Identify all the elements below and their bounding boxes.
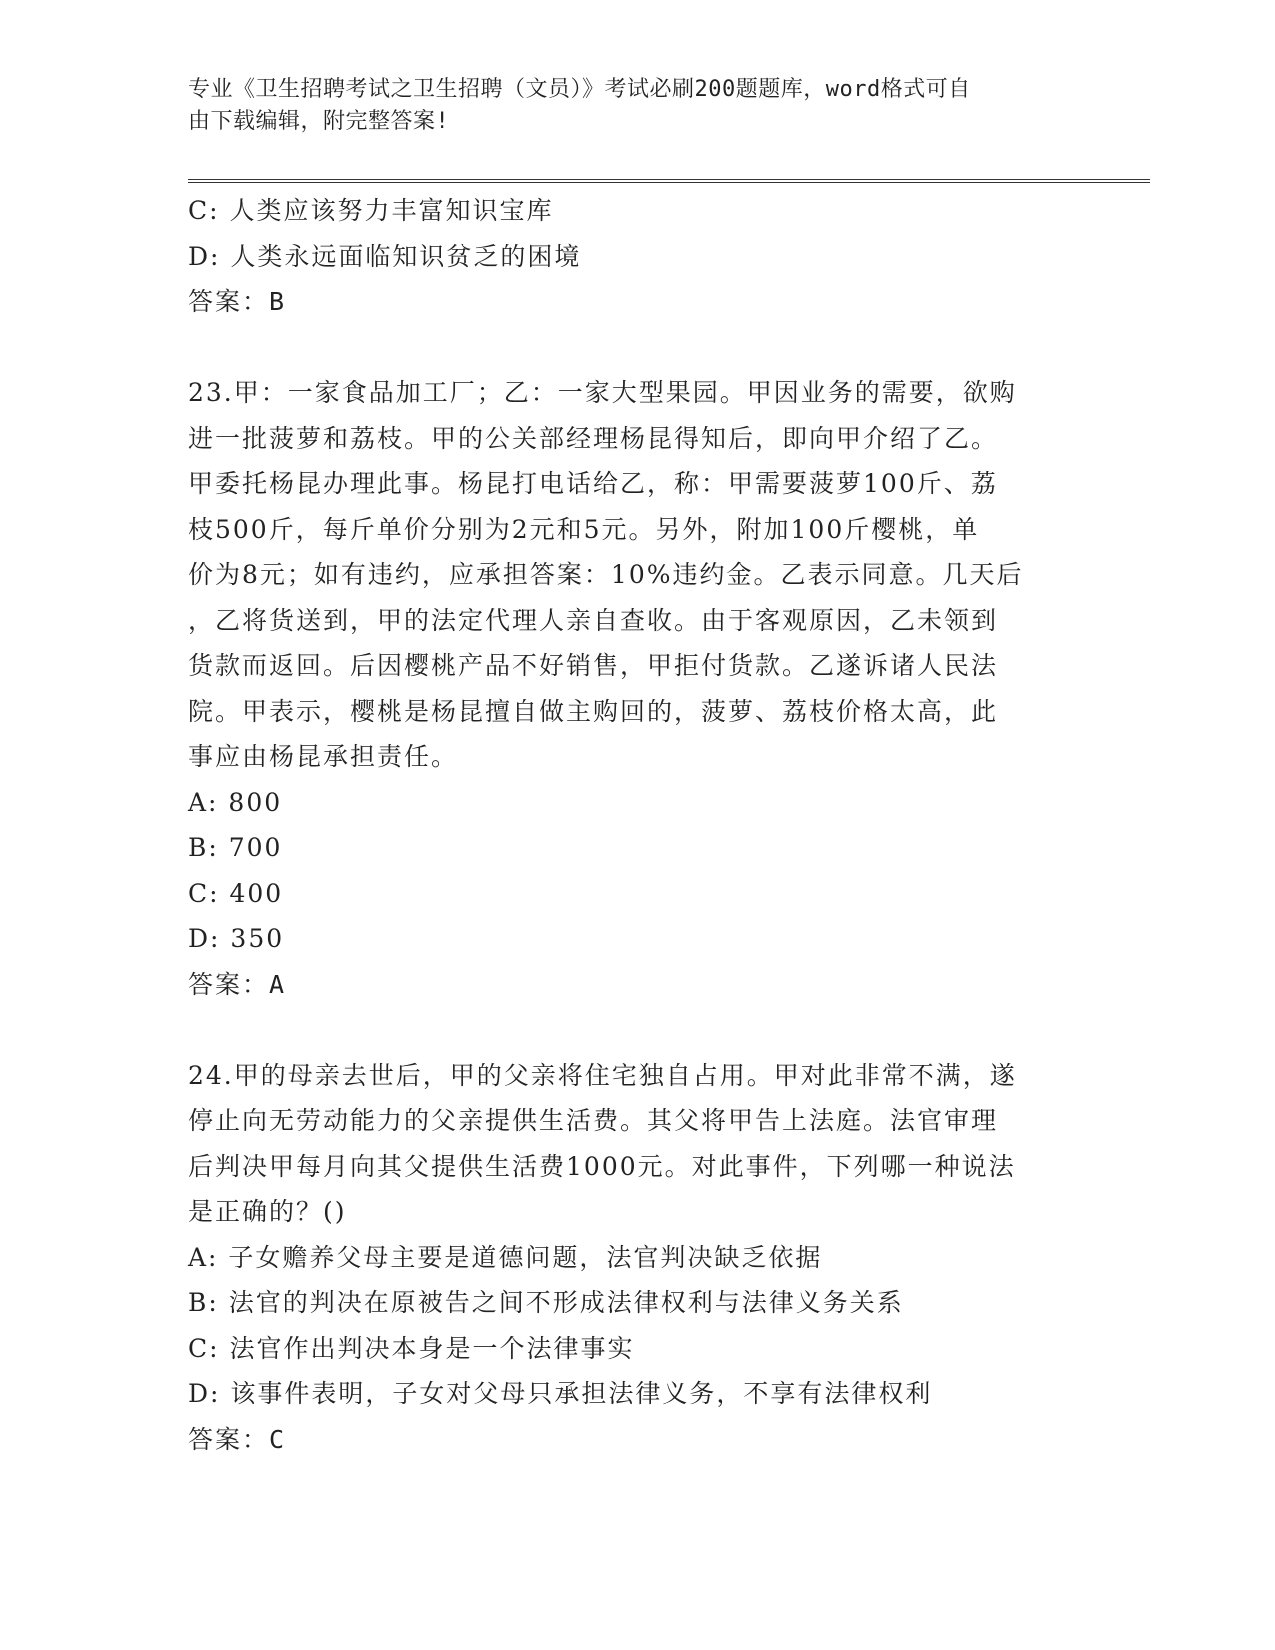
document-header bbox=[188, 74, 1068, 138]
option-d: D: 350 bbox=[188, 924, 285, 953]
question-line: 后判决甲每月向其父提供生活费1000元。对此事件，下列哪一种说法 bbox=[188, 1151, 1016, 1181]
question-line: 甲委托杨昆办理此事。杨昆打电话给乙，称：甲需要菠萝100斤、荔 bbox=[188, 469, 998, 498]
spacer bbox=[188, 1007, 1068, 1053]
header-divider bbox=[188, 179, 1150, 183]
option-d: D: 人类永远面临知识贫乏的困境 bbox=[188, 241, 582, 271]
question-line: ，乙将货送到，甲的法定代理人亲自查收。由于客观原因，乙未领到 bbox=[188, 605, 999, 635]
option-c: C: 400 bbox=[188, 878, 284, 908]
option-b: B: 法官的判决在原被告之间不形成法律权利与法律义务关系 bbox=[188, 1288, 904, 1317]
option-b: B: 700 bbox=[188, 833, 283, 862]
answer-line: 答案：C bbox=[188, 1424, 287, 1454]
answer-line: 答案：A bbox=[188, 969, 287, 999]
question-line: 价为8元；如有违约，应承担答案：10%违约金。乙表示同意。几天后 bbox=[188, 560, 1024, 589]
question-line: 停止向无劳动能力的父亲提供生活费。其父将甲告上法庭。法官审理 bbox=[188, 1106, 999, 1135]
question-22-tail bbox=[188, 188, 1068, 325]
option-a: A: 子女赡养父母主要是道德问题，法官判决缺乏依据 bbox=[188, 1242, 823, 1272]
question-23 bbox=[188, 370, 1068, 1007]
option-c: C: 人类应该努力丰富知识宝库 bbox=[188, 196, 554, 225]
answer-line: 答案：B bbox=[188, 287, 287, 316]
spacer bbox=[188, 325, 1068, 371]
question-line: 24.甲的母亲去世后，甲的父亲将住宅独自占用。甲对此非常不满，遂 bbox=[188, 1060, 1017, 1090]
question-line: 是正确的？() bbox=[188, 1197, 347, 1226]
question-line: 枝500斤，每斤单价分别为2元和5元。另外，附加100斤樱桃，单 bbox=[188, 514, 980, 544]
question-line: 院。甲表示，樱桃是杨昆擅自做主购回的，菠萝、荔枝价格太高，此 bbox=[188, 696, 999, 726]
question-line: 事应由杨昆承担责任。 bbox=[188, 742, 459, 771]
question-line: 23.甲：一家食品加工厂；乙：一家大型果园。甲因业务的需要，欲购 bbox=[188, 378, 1017, 407]
question-line: 货款而返回。后因樱桃产品不好销售，甲拒付货款。乙遂诉诸人民法 bbox=[188, 651, 999, 680]
option-d: D: 该事件表明，子女对父母只承担法律义务，不享有法律权利 bbox=[188, 1379, 933, 1408]
header-line-2: 由下载编辑，附完整答案! bbox=[188, 109, 450, 134]
option-a: A: 800 bbox=[188, 787, 283, 817]
question-24 bbox=[188, 1053, 1068, 1463]
question-line: 进一批菠萝和荔枝。甲的公关部经理杨昆得知后，即向甲介绍了乙。 bbox=[188, 423, 999, 453]
question-text bbox=[188, 370, 1068, 780]
question-text bbox=[188, 1053, 1068, 1235]
document-body bbox=[188, 188, 1068, 1462]
option-c: C: 法官作出判决本身是一个法律事实 bbox=[188, 1333, 635, 1363]
header-line-1: 专业《卫生招聘考试之卫生招聘（文员）》考试必刷200题题库，word格式可自 bbox=[188, 77, 971, 102]
